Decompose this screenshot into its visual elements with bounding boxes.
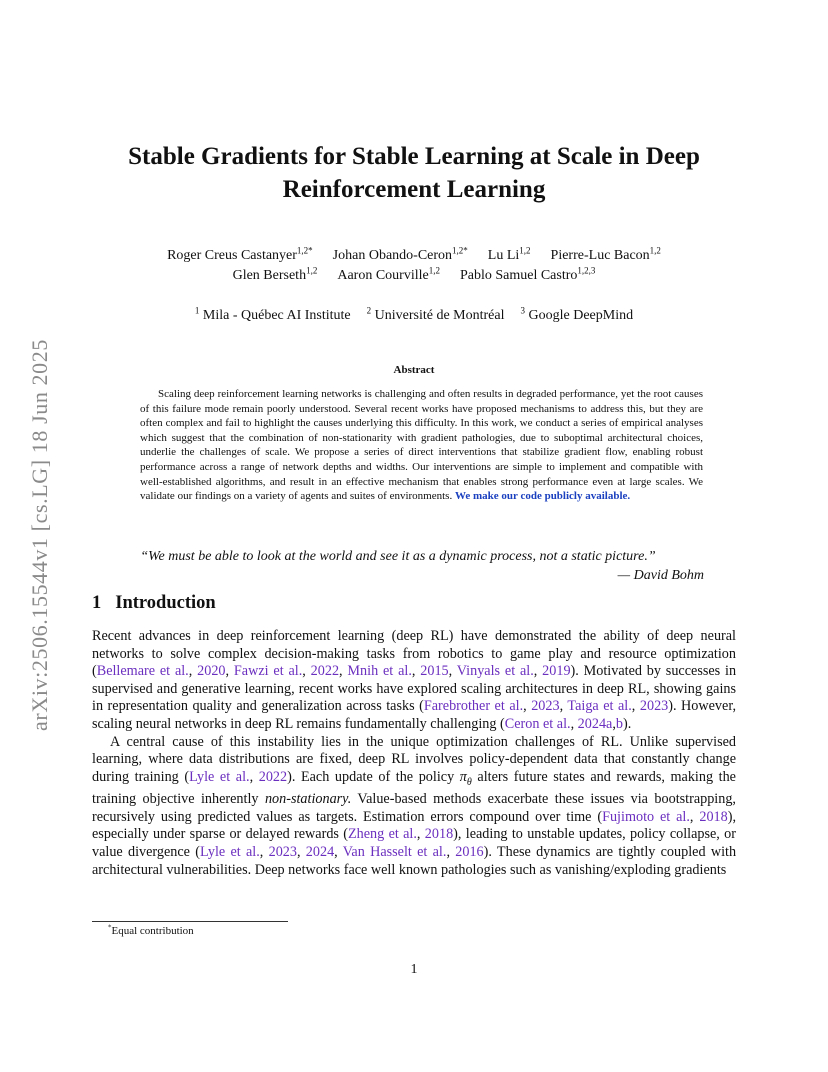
paragraph	[92, 628, 736, 734]
author-affiliation-mark: 1,2*	[296, 245, 313, 256]
author	[487, 245, 531, 263]
text-run: ,	[249, 768, 259, 785]
arxiv-identifier: arXiv:2506.15544v1 [cs.LG] 18 Jun 2025	[27, 339, 52, 731]
citation-link[interactable]: 2016	[455, 843, 484, 860]
text-run: ). Motivated by successes in supervised and generative learning, recent works have explored scaling architectures in deep RL, showing gains in representation quality and generalization across tasks (	[92, 663, 737, 715]
author-name: Aaron Courville	[337, 268, 429, 283]
footnote-rule	[92, 921, 288, 922]
author-affiliation-mark: 1,2*	[452, 245, 468, 256]
text-run: ,	[570, 715, 578, 732]
text-run: ,	[296, 843, 306, 860]
footnote-mark: *	[108, 923, 112, 932]
citation-link[interactable]: 2023	[268, 843, 297, 860]
text-run: ,	[631, 698, 640, 715]
text-run: ,	[612, 715, 616, 732]
text-run: ).	[622, 715, 632, 732]
author-affiliation-mark: 1,2	[306, 265, 318, 276]
abstract-heading: Abstract	[393, 364, 435, 376]
author-name: Johan Obando-Ceron	[332, 248, 453, 263]
citation-link[interactable]: 2018	[424, 826, 454, 843]
math-subscript: θ	[466, 776, 472, 788]
author-affiliation-mark: 1,2	[649, 245, 661, 256]
citation-link[interactable]: 2023	[531, 698, 560, 715]
section-number: 1	[92, 593, 102, 613]
text-run: ,	[334, 843, 343, 860]
emphasis-text: π	[459, 768, 467, 785]
footnote-text: Equal contribution	[111, 925, 194, 937]
section-heading	[92, 593, 216, 614]
epigraph	[92, 547, 704, 585]
code-link[interactable]: We make our code publicly available.	[454, 490, 631, 503]
citation-link[interactable]: 2018	[699, 808, 728, 825]
author-affiliation-mark: 1,2	[428, 265, 440, 276]
text-run: ,	[225, 663, 234, 680]
author-name: Pierre-Luc Bacon	[550, 248, 650, 263]
citation-link[interactable]: 2023	[639, 698, 669, 715]
emphasis-text: non-stationary.	[264, 791, 352, 808]
citation-link[interactable]: 2015	[420, 663, 449, 680]
affiliation-number: 1	[194, 305, 200, 316]
author	[167, 245, 313, 263]
affiliation	[520, 305, 634, 323]
citation-link[interactable]: Fujimoto et al.	[602, 808, 690, 825]
citation-link[interactable]: Zheng et al.	[348, 826, 417, 843]
text-run: A central cause of this instability lies in the unique optimization challenges of RL. Unlike supervised learning, where data distributions are fixed, deep RL involves policy-dependent data that constantly change during training (	[92, 733, 736, 785]
text-run: ,	[559, 698, 568, 715]
author	[550, 245, 661, 263]
citation-link[interactable]: Lyle et al.	[199, 843, 260, 860]
author	[337, 265, 440, 283]
text-run: ,	[523, 698, 532, 715]
citation-link[interactable]: 2024	[305, 843, 335, 860]
text-run: ,	[411, 663, 421, 680]
page-number: 1	[410, 962, 418, 977]
text-run: ). These dynamics are tightly coupled with architectural vulnerabilities. Deep networks face well known pathologies such as vanishing/exploding gradients	[92, 843, 737, 878]
citation-link[interactable]: b	[615, 715, 623, 732]
author-row	[92, 266, 736, 286]
text-run: ,	[188, 663, 198, 680]
text-run: ,	[689, 808, 700, 825]
author	[232, 265, 318, 283]
paragraph	[92, 734, 736, 880]
affiliation-number: 3	[520, 305, 525, 316]
citation-link[interactable]: 2022	[258, 768, 288, 785]
author-affiliation-mark: 1,2	[519, 245, 531, 256]
text-run: Recent advances in deep reinforcement learning (deep RL) have demonstrated the ability of deep neural networks to solve complex decision-making tasks from robotics to game play and resource optimization (	[92, 628, 736, 680]
introduction-body	[92, 628, 736, 879]
author-name: Pablo Samuel Castro	[459, 268, 578, 283]
citation-link[interactable]: Vinyals et al.	[456, 663, 534, 680]
author-name: Lu Li	[487, 248, 520, 263]
author-name: Glen Berseth	[232, 268, 307, 283]
citation-link[interactable]: 2019	[542, 663, 571, 680]
citation-link[interactable]: 2020	[197, 663, 226, 680]
author	[459, 265, 596, 283]
text-run: ,	[533, 663, 543, 680]
affiliation-number: 2	[366, 305, 372, 316]
citation-link[interactable]: Taiga et al.	[567, 698, 632, 715]
text-run: ). However, scaling neural networks in deep RL remains fundamentally challenging (	[92, 698, 737, 732]
affiliation	[194, 305, 351, 323]
citation-link[interactable]: Ceron et al.	[504, 715, 571, 732]
quote-text: “We must be able to look at the world and see it as a dynamic process, not a static picture.”	[140, 549, 656, 564]
affiliation	[366, 305, 505, 323]
text-run: ,	[416, 826, 425, 843]
author-row	[92, 246, 736, 266]
section-title: Introduction	[115, 593, 216, 613]
text-run: ), leading to unstable updates, policy collapse, or value divergence (	[92, 826, 736, 860]
citation-link[interactable]: Bellemare et al.	[96, 663, 189, 680]
text-run: alters future states and rewards, making the training objective inherently	[92, 768, 736, 808]
citation-link[interactable]: Farebrother et al.	[423, 698, 524, 715]
text-run: ,	[339, 663, 348, 680]
text-run: ). Each update of the policy	[287, 768, 460, 785]
affiliation-name: Mila - Québec AI Institute	[202, 308, 351, 323]
citation-link[interactable]: Van Hasselt et al.	[342, 843, 447, 860]
citation-link[interactable]: 2024a	[577, 715, 613, 732]
text-run: ,	[448, 663, 457, 680]
affiliation-name: Université de Montréal	[374, 308, 505, 323]
citation-link[interactable]: Fawzi et al.	[233, 663, 303, 680]
affiliation-list	[92, 306, 736, 326]
citation-link[interactable]: Mnih et al.	[347, 663, 412, 680]
text-run: ,	[259, 843, 269, 860]
citation-link[interactable]: 2022	[310, 663, 340, 680]
author-affiliation-mark: 1,2,3	[577, 265, 596, 276]
text-run: Value-based methods exacerbate these issues via bootstrapping, recursively using predicted values as targets. Estimation errors compound over time (	[92, 791, 736, 825]
author	[332, 245, 468, 263]
footnote	[108, 925, 194, 937]
text-run: ,	[446, 843, 456, 860]
author-name: Roger Creus Castanyer	[167, 248, 297, 263]
quote-attribution: — David Bohm	[617, 568, 704, 583]
paper-title: Stable Gradients for Stable Learning at Scale in Deep Reinforcement Learning	[128, 143, 700, 203]
abstract-text: Scaling deep reinforcement learning networks is challenging and often results in degraded performance, yet the root causes of this failure mode remain poorly understood. Several recent works have proposed mechanisms to address this, but they are often complex and fail to highlight the causes underlying this difficulty. In this work, we conduct a series of empirical analyses which suggest that the combination of non-stationarity with gradient pathologies, due to suboptimal architectural choices, underlie the challenges of scale. We propose a series of direct interventions that stabilize gradient flow, enabling robust performance across a range of network depths and widths. Our interventions are simple to implement and compatible with well-established algorithms, and result in an effective mechanism that enables strong performance even at large scales. We validate our findings on a variety of agents and suites of environments. We make our code publicly available.	[140, 388, 703, 503]
citation-link[interactable]: Lyle et al.	[189, 768, 250, 785]
author-list	[92, 246, 736, 286]
text-run: ,	[302, 663, 311, 680]
affiliation-name: Google DeepMind	[528, 308, 634, 323]
text-run: ), especially under sparse or delayed rewards (	[92, 808, 737, 843]
